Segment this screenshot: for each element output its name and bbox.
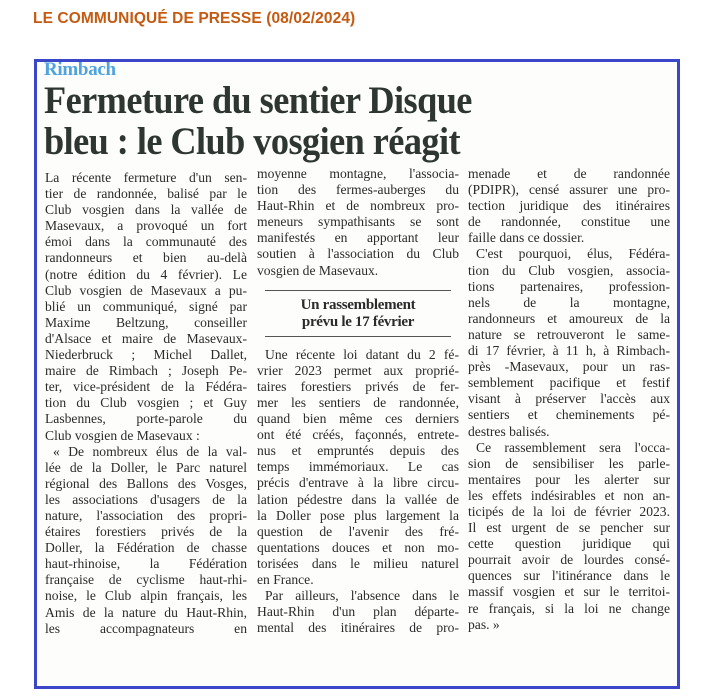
text-line: vrier 2023 permet aux proprié- xyxy=(257,362,459,378)
text-line: re français, si la loi ne change xyxy=(468,600,670,616)
text-line: Ce rassemblement sera l'occa- xyxy=(476,439,670,455)
text-line: Il est urgent de se pencher sur xyxy=(468,520,670,536)
text-line: quentations douces et non mo- xyxy=(257,539,459,555)
text-line: randonneurs et amoureux de la xyxy=(468,310,670,326)
text-line: les associations d'usagers de la xyxy=(45,491,247,507)
text-line: vosgien de Masevaux. xyxy=(257,262,379,278)
text-line: ticipés de la loi de février 2023. xyxy=(468,503,670,519)
text-line: de randonnée, constitue une xyxy=(468,214,670,230)
text-line: Masevaux, a provoqué un fort xyxy=(45,218,247,234)
text-line: moyenne montagne, l'associa- xyxy=(257,166,459,181)
text-line: (PDIPR), censé assurer une pro- xyxy=(468,182,670,198)
text-line: Une récente loi datant du 2 fé- xyxy=(265,346,459,362)
text-line: étaires forestiers privés de la xyxy=(45,524,247,540)
text-line: tion du Club vosgien ; et Guy xyxy=(45,395,247,411)
text-line: manifestés en apportant leur xyxy=(257,230,459,246)
text-line: tier de randonnée, balisé par le xyxy=(45,186,247,202)
text-line: noise, le Club alpin français, les xyxy=(45,588,247,604)
text-line: menade et de randonnée xyxy=(468,166,670,181)
text-line: semblement pacifique et festif xyxy=(468,375,670,391)
text-line: randonneurs et bien au-delà xyxy=(45,250,247,266)
text-line: les effets indésirables et non an- xyxy=(468,487,670,503)
text-line: meneurs sympathisants se sont xyxy=(257,214,459,230)
text-line: mer les sentiers de randonnée, xyxy=(257,394,459,410)
text-line: Club vosgien de Masevaux a pu- xyxy=(45,282,247,298)
text-line: question de l'avenir des fré- xyxy=(257,523,459,539)
text-line: nature se retrouveront le same- xyxy=(468,326,670,342)
text-line: précis d'entrave à la libre circu- xyxy=(257,475,459,491)
text-line: La récente fermeture d'un sen- xyxy=(45,170,247,185)
text-line: tection juridique des itinéraires xyxy=(468,198,670,214)
text-line: quand bien même ces derniers xyxy=(257,411,459,427)
text-line: pourrait avoir de lourdes consé- xyxy=(468,552,670,568)
text-line: Maxime Beltzung, conseiller xyxy=(45,314,247,330)
text-line: C'est pourquoi, élus, Fédéra- xyxy=(476,246,670,262)
article-headline xyxy=(44,80,621,162)
text-line: mental des itinéraires de pro- xyxy=(257,620,459,636)
text-line: les accompagnateurs en xyxy=(45,620,247,636)
article-column-3 xyxy=(468,166,670,633)
text-line: Par ailleurs, l'absence dans le xyxy=(265,588,459,604)
text-line: (notre édition du 4 février). Le xyxy=(45,266,247,282)
text-line: torisées dans le milieu naturel xyxy=(257,555,459,571)
column-2-bottom-text xyxy=(257,347,459,637)
text-line: tions partenaires, profession- xyxy=(468,278,670,294)
headline-line: bleu : le Club vosgien réagit xyxy=(44,120,461,163)
text-line: française de cyclisme haut-rhi- xyxy=(45,572,247,588)
headline-line: Fermeture du sentier Disque xyxy=(44,79,472,122)
subheading xyxy=(265,290,451,337)
text-line: Haut-Rhin et de nombreux pro- xyxy=(257,198,459,214)
text-line: la Doller pose plus largement la xyxy=(257,507,459,523)
text-line: nature, l'association des propri- xyxy=(45,507,247,523)
text-line: soutien à l'association du Club xyxy=(257,246,459,262)
text-line: quences sur l'itinérance dans le xyxy=(468,568,670,584)
text-line: blié un communiqué, signé par xyxy=(45,298,247,314)
text-line: visant à préserver l'accès aux xyxy=(468,391,670,407)
text-line: haut-rhinoise, la Fédération xyxy=(45,556,247,572)
text-line: Club vosgien de Masevaux : xyxy=(45,427,200,443)
subheading-line: Un rassemblement xyxy=(300,296,416,313)
text-line: « De nombreux élus de la val- xyxy=(53,443,247,459)
text-line: lée de la Doller, le Parc naturel xyxy=(45,459,247,475)
article-column-1 xyxy=(45,170,247,637)
text-line: tion du Club vosgien, associa- xyxy=(468,262,670,278)
article-column-2 xyxy=(257,166,459,636)
text-line: temps immémoriaux. Le cas xyxy=(257,459,459,475)
text-line: faille dans ce dossier. xyxy=(468,230,585,246)
text-line: taires forestiers privés de fer- xyxy=(257,378,459,394)
text-line: en France. xyxy=(257,571,314,587)
text-line: ter, vice-président de la Fédéra- xyxy=(45,379,247,395)
text-line: Doller, la Fédération de chasse xyxy=(45,540,247,556)
text-line: d'Alsace et maire de Masevaux- xyxy=(45,330,247,346)
text-line: Haut-Rhin d'un plan départe- xyxy=(257,604,459,620)
text-line: près -Masevaux, pour un ras- xyxy=(468,359,670,375)
subheading-line: prévu le 17 février xyxy=(301,313,415,330)
text-line: sion de sensibiliser les parle- xyxy=(468,455,670,471)
text-line: ont été créés, façonnés, entrete- xyxy=(257,427,459,443)
text-line: régional des Ballons des Vosges, xyxy=(45,475,247,491)
text-line: nels de la montagne, xyxy=(468,294,670,310)
article-kicker: Rimbach xyxy=(44,59,116,80)
text-line: lation pédestre dans la vallée de xyxy=(257,491,459,507)
text-line: nus et empruntés depuis des xyxy=(257,443,459,459)
text-line: destres balisés. xyxy=(468,423,550,439)
text-line: mentaires pour les alerter sur xyxy=(468,471,670,487)
press-release-title: LE COMMUNIQUÉ DE PRESSE (08/02/2024) xyxy=(33,10,356,27)
column-2-top-text xyxy=(257,166,459,279)
text-line: Lasbennes, porte-parole du xyxy=(45,411,247,427)
text-line: Amis de la nature du Haut-Rhin, xyxy=(45,604,247,620)
text-line: tion des fermes-auberges du xyxy=(257,182,459,198)
text-line: émoi dans la communauté des xyxy=(45,234,247,250)
text-line: pas. » xyxy=(468,616,500,632)
text-line: maire de Rimbach ; Joseph Pe- xyxy=(45,363,247,379)
text-line: Niederbruck ; Michel Dallet, xyxy=(45,347,247,363)
text-line: Club vosgien dans la vallée de xyxy=(45,202,247,218)
text-line: massif vosgien et sur le territoi- xyxy=(468,584,670,600)
text-line: di 17 février, à 11 h, à Rimbach- xyxy=(468,343,670,359)
text-line: sentiers et cheminements pé- xyxy=(468,407,670,423)
text-line: cette question juridique qui xyxy=(468,536,670,552)
article-clipping xyxy=(34,59,680,689)
